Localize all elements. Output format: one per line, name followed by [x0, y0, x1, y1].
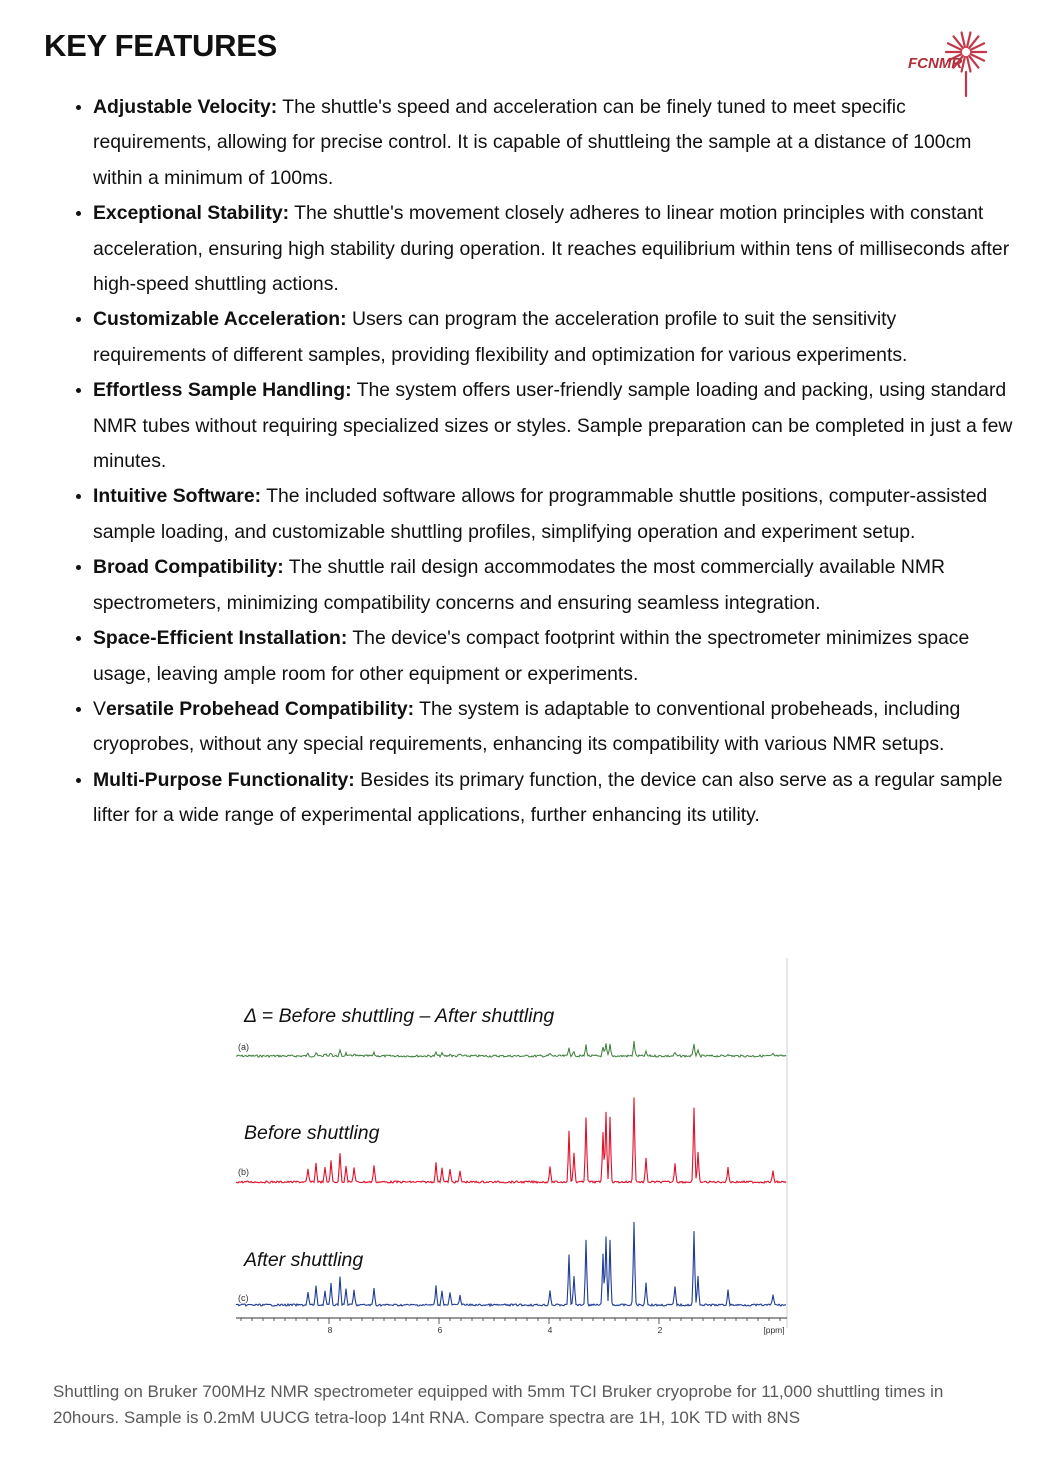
feature-text: The device's compact footprint within the spectrometer minimizes space usage, leaving ample room for other equipment or experiments. [93, 627, 970, 685]
feature-lead-letter: V [93, 697, 106, 720]
ppm-tick-label: 2 [657, 1325, 663, 1335]
spectrum-b-label: (b) [238, 1167, 249, 1177]
feature-term: Customizable Acceleration: [93, 308, 347, 331]
feature-term: Intuitive Software: [93, 485, 262, 508]
feature-item [93, 373, 1013, 479]
feature-item [93, 550, 1013, 621]
spectrum-c-name: After shuttling [244, 1249, 364, 1271]
feature-term: ersatile Probehead Compatibility: [105, 697, 415, 720]
logo-text: FCNMR [908, 55, 963, 72]
feature-item [93, 763, 1013, 834]
feature-term: Space-Efficient Installation: [93, 627, 348, 650]
feature-item [93, 479, 1013, 550]
feature-text: The shuttle rail design accommodates the most commercially available NMR spectrometers, minimizing compatibility concerns and ensuring seamless integration. [93, 556, 946, 614]
feature-item [93, 621, 1013, 692]
feature-item [93, 196, 1013, 302]
ppm-tick-label: 6 [437, 1325, 443, 1335]
feature-text: Users can program the acceleration profile to suit the sensitivity requirements of different samples, providing flexibility and optimization for various experiments. [93, 308, 908, 366]
feature-term: Multi-Purpose Functionality: [93, 768, 355, 791]
feature-text: The system offers user-friendly sample loading and packing, using standard NMR tubes without requiring specialized sizes or styles. Sample preparation can be completed in just a few minutes. [93, 379, 1013, 473]
spectrum-b-name: Before shuttling [244, 1122, 380, 1144]
page-title: KEY FEATURES [44, 28, 277, 63]
feature-term: Adjustable Velocity: [93, 96, 278, 118]
feature-term: Exceptional Stability: [93, 202, 290, 225]
ppm-tick-label: 4 [547, 1325, 553, 1335]
feature-term: Broad Compatibility: [93, 556, 284, 579]
fcnmr-logo [906, 22, 990, 98]
spectrum-a-label: (a) [238, 1042, 249, 1052]
spectrum-c-label: (c) [238, 1293, 249, 1303]
feature-item [93, 692, 1013, 763]
feature-term: Effortless Sample Handling: [93, 379, 352, 402]
feature-text: The shuttle's movement closely adheres to linear motion principles with constant acceleration, ensuring high stability during operation. It reaches equilibrium within tens of milliseconds after high-speed shuttling actions. [93, 202, 1010, 296]
logo-ray [967, 57, 970, 72]
feature-list [68, 90, 1013, 834]
logo-ray [967, 33, 970, 48]
feature-text: Besides its primary function, the device can also serve as a regular sample lifter for a wide range of experimental applications, further enhancing its utility. [93, 768, 1003, 827]
feature-text: The included software allows for programmable shuttle positions, computer-assisted sample loading, and customizable shuttling profiles, simplifying operation and experiment setup. [93, 485, 988, 543]
figure-caption: Shuttling on Bruker 700MHz NMR spectrometer equipped with 5mm TCI Bruker cryoprobe for 11,000 shuttling times in 20hours. Sample is 0.2mM UUCG tetra-loop 14nt RNA. Compare spectra are 1H, 10K TD with 8NS [53, 1382, 944, 1427]
figure-title: Δ = Before shuttling – After shuttling [244, 1005, 555, 1027]
feature-item [93, 302, 1013, 373]
feature-item [93, 90, 1013, 196]
nmr-spectra-figure [228, 956, 794, 1340]
feature-text: The system is adaptable to conventional probeheads, including cryoprobes, without any special requirements, enhancing its compatibility with various NMR setups. [93, 697, 961, 756]
feature-text: The shuttle's speed and acceleration can be finely tuned to meet specific requirements, allowing for precise control. It is capable of shuttleing the sample at a distance of 100cm within a minimum of 100ms. [93, 96, 972, 189]
logo-ray [962, 33, 965, 48]
ppm-unit-label: [ppm] [763, 1325, 785, 1335]
ppm-tick-label: 8 [327, 1325, 333, 1335]
